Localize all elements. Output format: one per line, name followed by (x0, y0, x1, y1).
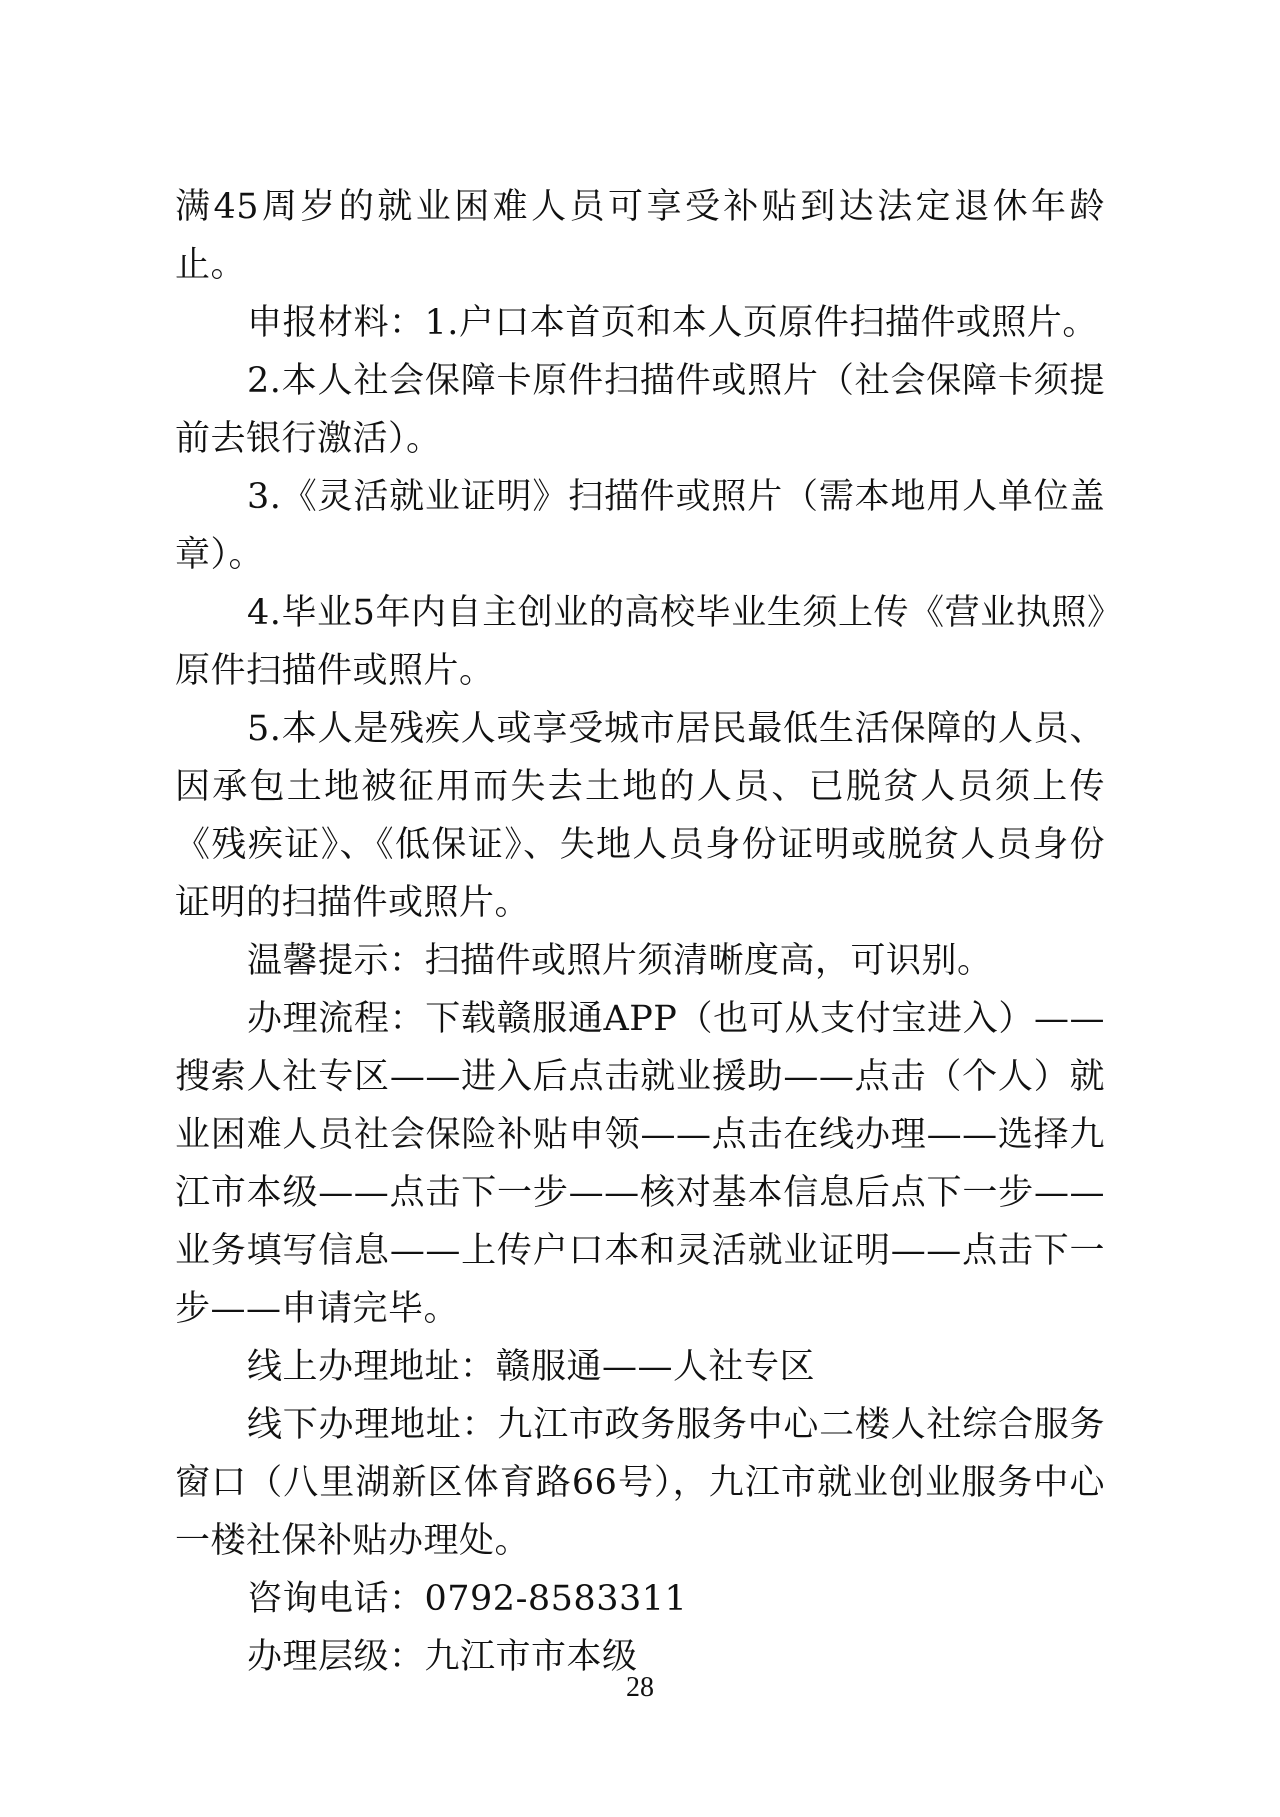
paragraph-materials-3: 3.《灵活就业证明》扫描件或照片（需本地用人单位盖章）。 (175, 477, 1105, 575)
paragraph-materials-1: 申报材料：1.户口本首页和本人页原件扫描件或照片。 (247, 303, 1098, 343)
paragraph-tip: 温馨提示：扫描件或照片须清晰度高，可识别。 (247, 941, 993, 981)
paragraph-materials-4: 4.毕业5年内自主创业的高校毕业生须上传《营业执照》原件扫描件或照片。 (175, 593, 1105, 691)
paragraph-online-address: 线上办理地址：赣服通——人社专区 (247, 1347, 816, 1387)
paragraph-eligibility-age: 满45周岁的就业困难人员可享受补贴到达法定退休年龄止。 (175, 187, 1105, 285)
paragraph-level: 办理层级：九江市市本级 (247, 1637, 638, 1677)
page-number: 28 (626, 1672, 654, 1703)
paragraph-phone: 咨询电话：0792-8583311 (247, 1579, 688, 1619)
paragraph-materials-5: 5.本人是残疾人或享受城市居民最低生活保障的人员、因承包土地被征用而失去土地的人员、已脱贫人员须上传《残疾证》、《低保证》、失地人员身份证明或脱贫人员身份证明的扫描件或照片。 (175, 709, 1105, 923)
paragraph-offline-address: 线下办理地址：九江市政务服务中心二楼人社综合服务窗口（八里湖新区体育路66号），九江市就业创业服务中心一楼社保补贴办理处。 (175, 1405, 1105, 1561)
paragraph-process: 办理流程：下载赣服通APP（也可从支付宝进入）——搜索人社专区——进入后点击就业援助——点击（个人）就业困难人员社会保险补贴申领——点击在线办理——选择九江市本级——点击下一步——核对基本信息后点下一步——业务填写信息——上传户口本和灵活就业证明——点击下一步——申请完毕。 (175, 999, 1105, 1329)
paragraph-materials-2: 2.本人社会保障卡原件扫描件或照片（社会保障卡须提前去银行激活）。 (175, 361, 1105, 459)
document-body (175, 178, 1105, 1686)
